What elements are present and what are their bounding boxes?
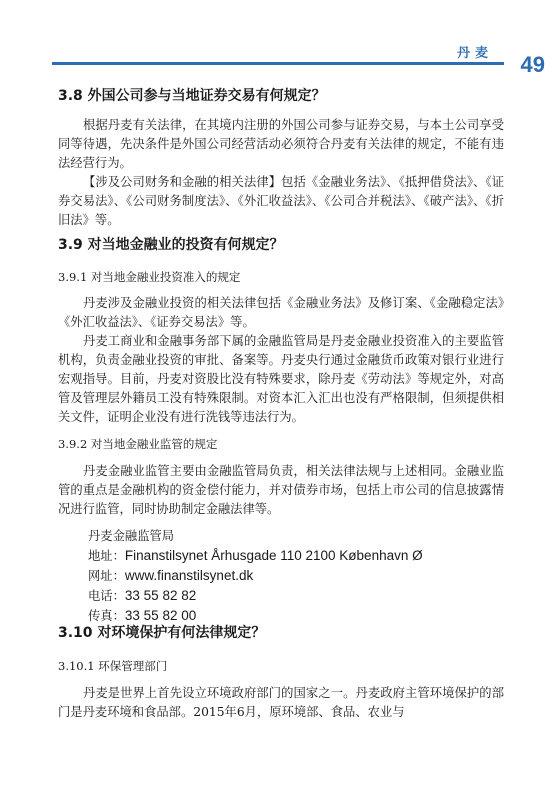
paragraph: 丹麦是世界上首先设立环境政府部门的国家之一。丹麦政府主管环境保护的部门是丹麦环境和食品部。2015年6月，原环境部、食品、农业与 (58, 686, 504, 719)
contact-block (88, 527, 423, 626)
paragraph: 丹麦工商业和金融事务部下属的金融监管局是丹麦金融业投资准入的主要监管机构，负责金融业投资的审批、备案等。丹麦央行通过金融货币政策对银行业进行宏观指导。目前，丹麦对资股比没有特殊要求，除丹麦《劳动法》等规定外，对高管及管理层外籍员工没有特殊限制。对资本汇入汇出也没有严格限制，但须提供相关文件，证明企业没有进行洗钱等违法行为。 (58, 334, 504, 424)
section-3-10-1-body (58, 684, 504, 722)
page-number: 49 (520, 52, 545, 77)
running-header-country: 丹麦 (456, 46, 493, 61)
section-3-9-title: 3.9 对当地金融业的投资有何规定？ (58, 237, 284, 253)
website-link[interactable]: www.finanstilsynet.dk (124, 568, 254, 583)
contact-fax: 传真：33 55 82 00 (88, 608, 197, 623)
contact-address: 地址：Finanstilsynet Århusgade 110 2100 København Ø (88, 548, 423, 563)
contact-website: 网址：www.finanstilsynet.dk (88, 568, 254, 583)
paragraph: 丹麦金融业监管主要由金融监管局负责，相关法律法规与上述相同。金融业监管的重点是金融机构的资金偿付能力，并对债券市场，包括上市公司的信息披露情况进行监管，同时协助制定金融法律等。 (58, 464, 504, 516)
paragraph: 【涉及公司财务和金融的相关法律】包括《金融业务法》、《抵押借贷法》、《证券交易法》、《公司财务制度法》、《外汇收益法》、《公司合并税法》、《破产法》、《折旧法》等。 (58, 175, 504, 227)
contact-phone: 电话：33 55 82 82 (88, 588, 197, 603)
paragraph: 根据丹麦有关法律，在其境内注册的外国公司参与证券交易，与本土公司享受同等待遇，先决条件是外国公司经营活动必须符合丹麦有关法律的规定，不能有违法经营行为。 (58, 118, 504, 170)
section-3-9-2-title: 3.9.2 对当地金融业监管的规定 (58, 437, 218, 451)
section-3-9-2-body (58, 462, 504, 519)
section-3-8-body (58, 116, 504, 230)
section-3-9-1-body (58, 294, 504, 427)
section-3-9-1-title: 3.9.1 对当地金融业投资准入的规定 (58, 270, 241, 284)
section-3-10-1-title: 3.10.1 环保管理部门 (58, 659, 168, 673)
section-3-10-title: 3.10 对环境保护有何法律规定？ (58, 625, 266, 641)
contact-org: 丹麦金融监管局 (88, 529, 175, 543)
paragraph: 丹麦涉及金融业投资的相关法律包括《金融业务法》及修订案、《金融稳定法》《外汇收益法》、《证券交易法》等。 (58, 296, 504, 329)
section-3-8-title: 3.8 外国公司参与当地证券交易有何规定？ (58, 88, 326, 104)
header-rule (52, 62, 504, 65)
